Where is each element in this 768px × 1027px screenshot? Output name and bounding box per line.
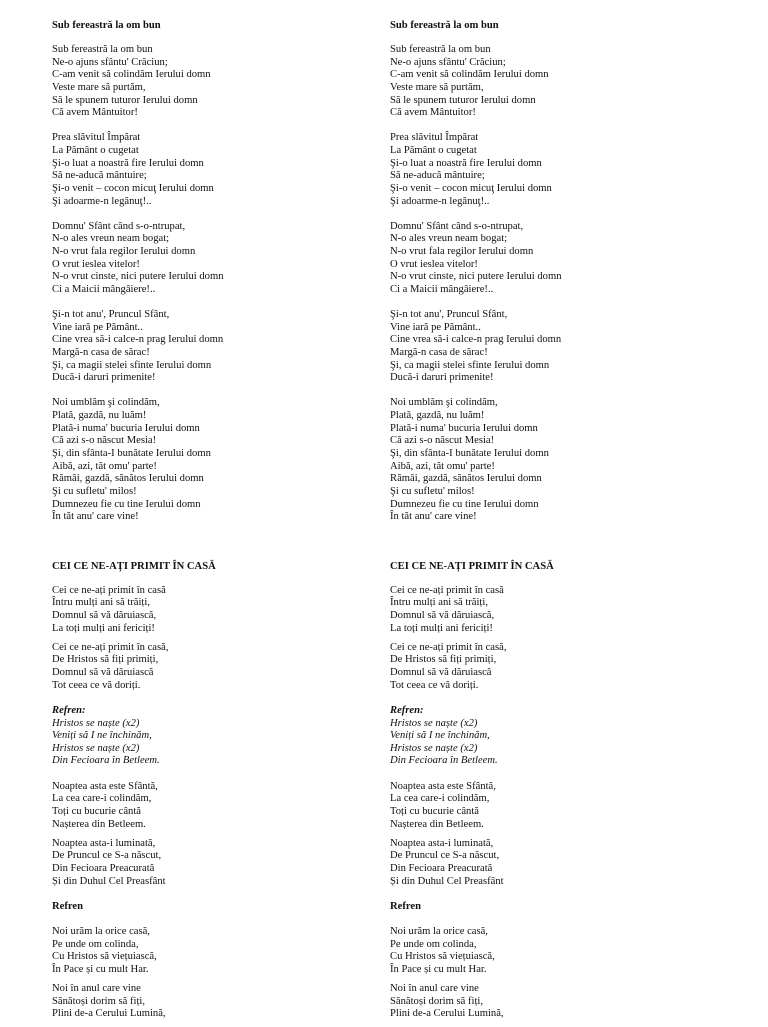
refrain-block [52, 705, 382, 768]
verse-line: Prea slăvitul Împărat [52, 132, 141, 144]
stanza [390, 926, 720, 977]
song-body [52, 44, 382, 524]
verse-line: Cine vrea să-i calce-n prag Ierului domn [52, 334, 224, 346]
verse-line: Întru mulți ani să trăiți, [390, 597, 488, 609]
verse-line: Din Fecioara Preacurată [390, 862, 493, 874]
verse-line: La toți mulți ani fericiți! [390, 622, 493, 634]
verse-line: Întru mulți ani să trăiți, [52, 597, 150, 609]
verse-line: Şi, din sfânta-I bunătate Ierului domn [52, 447, 211, 459]
stanza [390, 221, 720, 297]
stanza [52, 585, 382, 636]
right-column [390, 12, 720, 1027]
verse-line: Că azi s-o născut Mesia! [390, 435, 495, 447]
verse-line: Dumnezeu fie cu tine Ierului domn [52, 498, 201, 510]
verse-line: Vine iară pe Pământ.. [52, 321, 143, 333]
verse-line: Cei ce ne-ați primit în casă, [52, 641, 169, 653]
verse-line: Şi adoarme-n legănuţ!.. [52, 195, 152, 207]
verse-line: Și din Duhul Cel Preasfânt [390, 875, 504, 887]
verse-line: N-o vrut cinste, nici putere Ierului domn [52, 271, 224, 283]
verse-line: Ducă-i daruri primenite! [390, 372, 494, 384]
refrain-lines [52, 718, 382, 769]
verse-line: La toți mulți ani fericiți! [52, 622, 155, 634]
section-spacer [390, 524, 720, 554]
verse-line: Hristos se naște (x2) [52, 742, 140, 754]
stanza [52, 642, 382, 693]
verse-line: Tot ceea ce vă doriți. [390, 679, 479, 691]
verse-line: Şi, ca magii stelei sfinte Ierului domn [390, 359, 550, 371]
verse-line: Ducă-i daruri primenite! [52, 372, 156, 384]
verse-line: Sub fereastră la om bun [390, 44, 491, 55]
verse-line: O vrut ieslea vitelor! [52, 258, 140, 270]
stanza [52, 309, 382, 385]
song-body [390, 44, 720, 524]
verse-line: N-o ales vreun neam bogat; [390, 233, 508, 245]
verse-line: Din Fecioara în Betleem. [52, 755, 160, 767]
verse-line: Ci a Maicii mângâiere!.. [390, 283, 494, 295]
verse-line: Domnul să vă dăruiască, [390, 610, 495, 622]
song-title: Sub fereastră la om bun [390, 20, 499, 31]
verse-line: Veniți să I ne închinăm, [390, 730, 490, 742]
verse-line: Margă-n casa de sărac! [390, 346, 488, 358]
verse-line: La cea care-i colindăm, [52, 793, 152, 805]
verse-line: Noi urăm la orice casă, [390, 925, 488, 937]
stanza [52, 44, 382, 120]
verse-line: Aibă, azi, tăt omu' parte! [390, 460, 495, 472]
song-cei-ce-ne-ati-primit [390, 560, 720, 1021]
verse-line: Domnu' Sfânt când s-o-ntrupat, [52, 220, 186, 232]
stanza [390, 309, 720, 385]
verse-line: Şi-o luat a noastră fire Ierului domn [390, 157, 542, 169]
verse-line: Veste mare să purtăm, [390, 81, 484, 93]
verse-line: Dumnezeu fie cu tine Ierului domn [390, 498, 539, 510]
verse-line: N-o ales vreun neam bogat; [52, 233, 170, 245]
verse-line: C-am venit să colindăm Ierului domn [390, 69, 549, 81]
verse-line: Cine vrea să-i calce-n prag Ierului domn [390, 334, 562, 346]
verse-line: Să le spunem tuturor Ierului domn [52, 94, 198, 106]
verse-line: Toți cu bucurie cântă [390, 805, 479, 817]
verse-line: Şi, ca magii stelei sfinte Ierului domn [52, 359, 212, 371]
song-title: CEI CE NE-AȚI PRIMIT ÎN CASĂ [52, 560, 216, 572]
verse-line: Sănătoși dorim să fiți, [52, 995, 145, 1007]
verse-line: De Hristos să fiți primiți, [390, 654, 497, 666]
verse-line: O vrut ieslea vitelor! [390, 258, 478, 270]
verse-line: Ne-o ajuns sfântu' Crăciun; [52, 56, 168, 68]
verse-line: Plini de-a Cerului Lumină, [52, 1008, 166, 1020]
verse-line: Şi-o venit – cocon micuţ Ierului domn [52, 182, 214, 194]
stanza [390, 983, 720, 1021]
song-sub-fereastra [390, 19, 720, 524]
verse-line: Plată-i numa' bucuria Ierului domn [390, 422, 538, 434]
stanza [52, 397, 382, 523]
verse-line: Domnul să vă dăruiască, [52, 610, 157, 622]
verse-line: Plată, gazdă, nu luăm! [390, 410, 485, 422]
verse-line: Şi-o luat a noastră fire Ierului domn [52, 157, 204, 169]
verse-line: Că azi s-o născut Mesia! [52, 435, 157, 447]
verse-line: Plată-i numa' bucuria Ierului domn [52, 422, 200, 434]
song-title: Sub fereastră la om bun [52, 20, 161, 31]
verse-line: Domnul să vă dăruiască [390, 667, 492, 679]
verse-line: De Pruncul ce S-a născut, [52, 850, 162, 862]
verse-line: Noi în anul care vine [52, 982, 141, 994]
refrain-reference: Refren [390, 900, 421, 912]
stanza [52, 983, 382, 1021]
verse-line: Domnul să vă dăruiască [52, 667, 154, 679]
verse-line: Noaptea asta este Sfântă, [390, 780, 496, 792]
verse-line: Şi-n tot anu', Pruncul Sfânt, [52, 309, 170, 321]
verse-line: Plată, gazdă, nu luăm! [52, 410, 147, 422]
verse-line: De Hristos să fiți primiți, [52, 654, 159, 666]
verse-line: Rămâi, gazdă, sănătos Ierului domn [52, 473, 204, 485]
stanza [52, 926, 382, 977]
stanza [52, 132, 382, 208]
verse-line: Noaptea asta este Sfântă, [52, 780, 158, 792]
stanza [52, 781, 382, 832]
verse-line: Şi-n tot anu', Pruncul Sfânt, [390, 309, 508, 321]
verse-line: Nașterea din Betleem. [390, 818, 484, 830]
verse-line: N-o vrut fala regilor Ierului domn [390, 245, 534, 257]
stanza [390, 642, 720, 693]
stanza [52, 838, 382, 889]
verse-line: Ci a Maicii mângâiere!.. [52, 283, 156, 295]
verse-line: Şi adoarme-n legănuţ!.. [390, 195, 490, 207]
verse-line: N-o vrut cinste, nici putere Ierului domn [390, 271, 562, 283]
left-column [52, 12, 382, 1027]
verse-line: Hristos se naște (x2) [52, 717, 140, 729]
verse-line: Hristos se naște (x2) [390, 717, 478, 729]
stanza [390, 781, 720, 832]
verse-line: Noi urăm la orice casă, [52, 925, 150, 937]
refrain-reference: Refren [52, 900, 83, 912]
verse-line: Şi, din sfânta-I bunătate Ierului domn [390, 447, 549, 459]
verse-line: Veniți să I ne închinăm, [52, 730, 152, 742]
verse-line: Pe unde om colinda, [390, 938, 477, 950]
verse-line: Domnu' Sfânt când s-o-ntrupat, [390, 220, 524, 232]
verse-line: Rămâi, gazdă, sănătos Ierului domn [390, 473, 542, 485]
verse-line: Nașterea din Betleem. [52, 818, 146, 830]
verse-line: Cei ce ne-ați primit în casă [390, 584, 504, 596]
verse-line: Pe unde om colinda, [52, 938, 139, 950]
song-cei-ce-ne-ati-primit [52, 560, 382, 1021]
verse-line: N-o vrut fala regilor Ierului domn [52, 245, 196, 257]
verse-line: Veste mare să purtăm, [52, 81, 146, 93]
verse-line: Margă-n casa de sărac! [52, 346, 150, 358]
verse-line: Şi cu sufletu' milos! [390, 485, 475, 497]
verse-line: În tăt anu' care vine! [52, 511, 139, 523]
verse-line: Și din Duhul Cel Preasfânt [52, 875, 166, 887]
verse-line: La Pământ o cugetat [390, 144, 477, 156]
refrain-label: Refren: [390, 704, 424, 716]
verse-line: Tot ceea ce vă doriți. [52, 679, 141, 691]
verse-line: Cei ce ne-ați primit în casă, [390, 641, 507, 653]
verse-line: Plini de-a Cerului Lumină, [390, 1008, 504, 1020]
refrain-label: Refren: [52, 704, 86, 716]
stanza [390, 132, 720, 208]
song-title: CEI CE NE-AȚI PRIMIT ÎN CASĂ [390, 560, 554, 572]
verse-line: Cu Hristos să viețuiască, [390, 951, 495, 963]
verse-line: Aibă, azi, tăt omu' parte! [52, 460, 157, 472]
verse-line: Să ne-aducă mântuire; [390, 170, 485, 182]
song-sub-fereastra [52, 19, 382, 524]
verse-line: Că avem Mântuitor! [52, 107, 138, 119]
verse-line: Că avem Mântuitor! [390, 107, 476, 119]
verse-line: Sub fereastră la om bun [52, 44, 153, 55]
verse-line: C-am venit să colindăm Ierului domn [52, 69, 211, 81]
section-spacer [52, 524, 382, 554]
stanza [52, 221, 382, 297]
verse-line: Din Fecioara în Betleem. [390, 755, 498, 767]
verse-line: Noi umblăm şi colindăm, [390, 397, 498, 409]
verse-line: Toți cu bucurie cântă [52, 805, 141, 817]
verse-line: Sănătoși dorim să fiți, [390, 995, 483, 1007]
verse-line: Prea slăvitul Împărat [390, 132, 479, 144]
stanza [390, 585, 720, 636]
verse-line: Să ne-aducă mântuire; [52, 170, 147, 182]
stanza [390, 44, 720, 120]
verse-line: Şi cu sufletu' milos! [52, 485, 137, 497]
stanza [390, 838, 720, 889]
verse-line: Noi în anul care vine [390, 982, 479, 994]
verse-line: În Pace și cu mult Har. [52, 963, 149, 975]
stanza [390, 397, 720, 523]
verse-line: La cea care-i colindăm, [390, 793, 490, 805]
verse-line: Şi-o venit – cocon micuţ Ierului domn [390, 182, 552, 194]
verse-line: Cei ce ne-ați primit în casă [52, 584, 166, 596]
verse-line: Cu Hristos să viețuiască, [52, 951, 157, 963]
verse-line: În tăt anu' care vine! [390, 511, 477, 523]
verse-line: Să le spunem tuturor Ierului domn [390, 94, 536, 106]
refrain-lines [390, 718, 720, 769]
verse-line: Noaptea asta-i luminată, [52, 837, 156, 849]
verse-line: Ne-o ajuns sfântu' Crăciun; [390, 56, 506, 68]
verse-line: Hristos se naște (x2) [390, 742, 478, 754]
verse-line: Vine iară pe Pământ.. [390, 321, 481, 333]
verse-line: Noaptea asta-i luminată, [390, 837, 494, 849]
refrain-block [390, 705, 720, 768]
verse-line: În Pace și cu mult Har. [390, 963, 487, 975]
verse-line: Din Fecioara Preacurată [52, 862, 155, 874]
verse-line: La Pământ o cugetat [52, 144, 139, 156]
verse-line: De Pruncul ce S-a născut, [390, 850, 500, 862]
verse-line: Noi umblăm şi colindăm, [52, 397, 160, 409]
